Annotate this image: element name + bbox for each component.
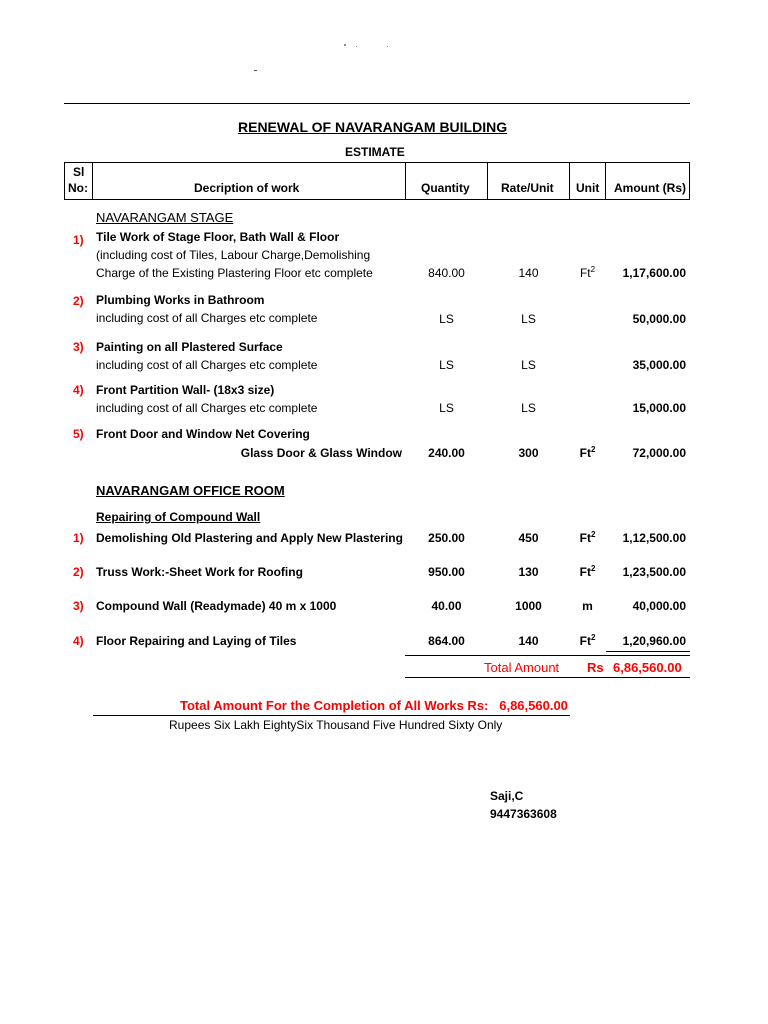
item-number: 3) — [73, 340, 84, 354]
item-amount: 72,000.00 — [632, 446, 686, 460]
item-number: 2) — [73, 294, 84, 308]
column-divider — [487, 162, 488, 200]
item-rate: 300 — [518, 446, 539, 460]
scan-mark — [254, 70, 257, 71]
grand-total-label: Total Amount For the Completion of All Works Rs: 6,86,560.00 — [180, 698, 568, 713]
amount-underline — [606, 651, 690, 652]
item-description: (including cost of Tiles, Labour Charge,Demolishing — [96, 248, 371, 262]
item-title: Plumbing Works in Bathroom — [96, 293, 265, 307]
item-quantity: LS — [439, 401, 454, 415]
total-amount: 6,86,560.00 — [613, 660, 682, 675]
document-title: RENEWAL OF NAVARANGAM BUILDING — [238, 119, 508, 135]
item-number: 1) — [73, 531, 84, 545]
total-top-rule — [405, 655, 690, 656]
item-amount: 50,000.00 — [632, 312, 686, 326]
document-subtitle: ESTIMATE — [345, 145, 405, 159]
item-description: including cost of all Charges etc complete — [96, 401, 318, 415]
item-rate: 140 — [518, 266, 539, 280]
item-title: Front Door and Window Net Covering — [96, 427, 310, 441]
item-number: 1) — [73, 233, 84, 247]
item-unit: Ft$^2$ — [579, 633, 596, 648]
table-header-top-border — [64, 162, 690, 163]
column-divider — [569, 162, 570, 200]
col-header-quantity: Quantity — [421, 181, 470, 195]
total-bottom-rule — [405, 677, 690, 678]
item-title: Front Partition Wall- (18x3 size) — [96, 383, 275, 397]
item-unit: Ft$^2$ — [579, 530, 596, 545]
col-header-description: Decription of work — [194, 181, 300, 195]
item-title: Floor Repairing and Laying of Tiles — [96, 634, 297, 648]
item-number: 3) — [73, 599, 84, 613]
item-title: Painting on all Plastered Surface — [96, 340, 283, 354]
item-title: Truss Work:-Sheet Work for Roofing — [96, 565, 303, 579]
column-divider — [64, 162, 65, 200]
item-unit: Ft$^2$ — [579, 265, 596, 280]
item-description: including cost of all Charges etc complete — [96, 311, 318, 325]
column-divider — [92, 162, 93, 200]
grand-total-rule — [93, 715, 570, 716]
item-number: 4) — [73, 634, 84, 648]
item-rate: 1000 — [515, 599, 542, 613]
item-quantity: 40.00 — [431, 599, 462, 613]
item-quantity: 840.00 — [428, 266, 465, 280]
scan-mark — [387, 46, 388, 47]
item-rate: LS — [521, 312, 536, 326]
section-subheading: Repairing of Compound Wall — [96, 510, 261, 524]
item-title: Demolishing Old Plastering and Apply New Plastering — [96, 531, 403, 545]
header-rule — [64, 103, 690, 104]
col-header-no: No: — [68, 181, 88, 195]
item-description: Charge of the Existing Plastering Floor etc complete — [96, 266, 373, 280]
col-header-unit: Unit — [576, 181, 600, 195]
item-amount: 1,17,600.00 — [622, 266, 686, 280]
item-quantity: 250.00 — [428, 531, 465, 545]
item-unit: Ft$^2$ — [579, 445, 596, 460]
total-currency: Rs — [587, 660, 604, 675]
item-quantity: 240.00 — [428, 446, 465, 460]
col-header-rate: Rate/Unit — [501, 181, 554, 195]
item-amount: 15,000.00 — [632, 401, 686, 415]
column-divider — [689, 162, 690, 200]
col-header-amount: Amount (Rs) — [614, 181, 686, 195]
item-unit: m — [582, 599, 593, 613]
section-heading: NAVARANGAM STAGE — [96, 210, 234, 225]
scan-mark — [356, 46, 357, 47]
section-heading: NAVARANGAM OFFICE ROOM — [96, 483, 285, 498]
item-amount: 35,000.00 — [632, 358, 686, 372]
item-rate: 140 — [518, 634, 539, 648]
signatory-phone: 9447363608 — [490, 807, 557, 821]
item-title: Compound Wall (Readymade) 40 m x 1000 — [96, 599, 337, 613]
item-amount: 1,12,500.00 — [622, 531, 686, 545]
item-title: Tile Work of Stage Floor, Bath Wall & Floor — [96, 230, 340, 244]
item-rate: LS — [521, 401, 536, 415]
signatory-name: Saji,C — [490, 789, 524, 803]
item-quantity: 864.00 — [428, 634, 465, 648]
column-divider — [605, 162, 606, 200]
item-number: 4) — [73, 383, 84, 397]
amount-in-words: Rupees Six Lakh EightySix Thousand Five Hundred Sixty Only — [169, 718, 503, 732]
item-rate: 450 — [518, 531, 539, 545]
item-amount: 1,23,500.00 — [622, 565, 686, 579]
item-description: Glass Door & Glass Window — [240, 446, 402, 460]
item-rate: LS — [521, 358, 536, 372]
item-number: 5) — [73, 427, 84, 441]
col-header-sl: Sl — [73, 165, 85, 179]
item-description: including cost of all Charges etc complete — [96, 358, 318, 372]
item-amount: 40,000.00 — [632, 599, 686, 613]
total-label: Total Amount — [484, 660, 560, 675]
item-number: 2) — [73, 565, 84, 579]
item-quantity: LS — [439, 358, 454, 372]
item-unit: Ft$^2$ — [579, 564, 596, 579]
scan-mark — [344, 44, 346, 46]
item-quantity: 950.00 — [428, 565, 465, 579]
column-divider — [405, 162, 406, 200]
grand-total-amount: 6,86,560.00 — [499, 698, 568, 713]
item-rate: 130 — [518, 565, 539, 579]
item-amount: 1,20,960.00 — [622, 634, 686, 648]
item-quantity: LS — [439, 312, 454, 326]
table-header-bottom-border — [64, 199, 690, 200]
